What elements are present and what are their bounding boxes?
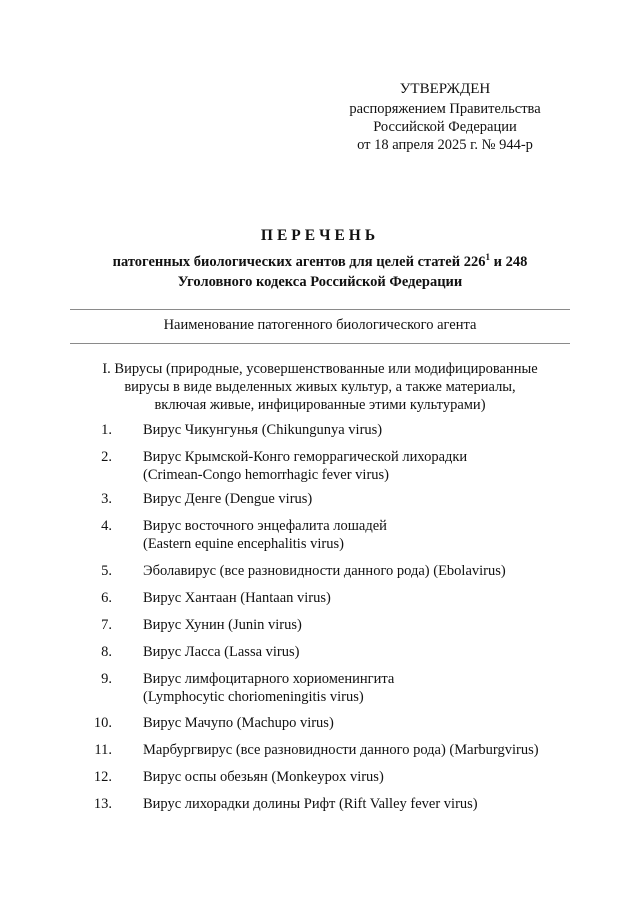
list-item-name-line: (Eastern equine encephalitis virus) [143,536,344,552]
column-header: Наименование патогенного биологического агента [163,317,477,333]
subtitle-line-1 [60,252,580,272]
list-item-name [143,616,593,634]
list-item-number: 13. [93,796,112,812]
list-item-name [143,643,593,661]
list-item-name-line: Вирус Хантаан (Hantaan virus) [143,590,331,606]
approval-line-2: Российской Федерации [373,119,517,135]
subtitle-line-1-text: патогенных биологических агентов для целей статей 226 [112,254,486,270]
list-item-name-line: Вирус Крымской-Конго геморрагической лихорадки [143,449,468,465]
list-item-name-line: (Crimean-Congo hemorrhagic fever virus) [143,467,390,483]
list-item-number: 6. [101,590,112,606]
list-item-name-line: Вирус оспы обезьян (Monkeypox virus) [143,769,384,785]
list-item-number: 12. [93,769,112,785]
list-item-number: 3. [101,491,112,507]
list-item-number: 7. [101,617,112,633]
document-subtitle [60,252,580,292]
list-item-number: 1. [101,422,112,438]
list-item-name [143,517,593,553]
list-item-name-line: Вирус восточного энцефалита лошадей [143,518,387,534]
list-item-name [143,562,593,580]
list-item-name-line: Марбургвирус (все разновидности данного рода) (Marburgvirus) [143,742,539,758]
list-item-number: 5. [101,563,112,579]
list-item-name [143,670,593,706]
list-item-number: 8. [101,644,112,660]
approval-approved: УТВЕРЖДЕН [399,81,491,97]
list-item-name [143,714,593,732]
subtitle-line-2: Уголовного кодекса Российской Федерации [177,274,463,290]
footnote-superscript: 1 [485,252,490,263]
list-item-name-line: Вирус Чикунгунья (Chikungunya virus) [143,422,383,438]
list-item-number: 4. [101,518,112,534]
section-heading-line-3: включая живые, инфицированные этими культурами) [154,397,486,413]
list-item-name [143,421,593,439]
list-item-name [143,768,593,786]
table-header-rule [70,343,570,344]
section-heading [70,360,570,414]
list-item-name-line: Эболавирус (все разновидности данного рода) (Ebolavirus) [143,563,506,579]
list-item-name-line: Вирус лимфоцитарного хориоменингита [143,671,395,687]
list-item-number: 2. [101,449,112,465]
list-item-name-line: Вирус Мачупо (Machupo virus) [143,715,334,731]
list-item-name [143,795,593,813]
approval-line-1: распоряжением Правительства [349,101,541,117]
subtitle-line-1-tail: и 248 [489,254,528,270]
table-top-rule [70,309,570,310]
approval-line-3: от 18 апреля 2025 г. № 944-р [357,137,533,153]
section-heading-line-2: вирусы в виде выделенных живых культур, а также материалы, [124,379,516,395]
list-item-name-line: Вирус Денге (Dengue virus) [143,491,313,507]
approval-block [330,80,560,154]
list-item-name [143,490,593,508]
document-title: ПЕРЕЧЕНЬ [260,227,380,244]
list-item-name-line: Вирус Хунин (Junin virus) [143,617,302,633]
list-item-name [143,741,593,759]
list-item-name [143,448,593,484]
list-item-number: 10. [93,715,112,731]
list-item-number: 11. [94,742,112,758]
list-item-name-line: Вирус лихорадки долины Рифт (Rift Valley fever virus) [143,796,478,812]
list-item-name [143,589,593,607]
list-item-name-line: Вирус Ласса (Lassa virus) [143,644,300,660]
list-item-name-line: (Lymphocytic choriomeningitis virus) [143,689,364,705]
section-heading-line-1: I. Вирусы (природные, усовершенствованные или модифицированные [102,361,538,377]
list-item-number: 9. [101,671,112,687]
